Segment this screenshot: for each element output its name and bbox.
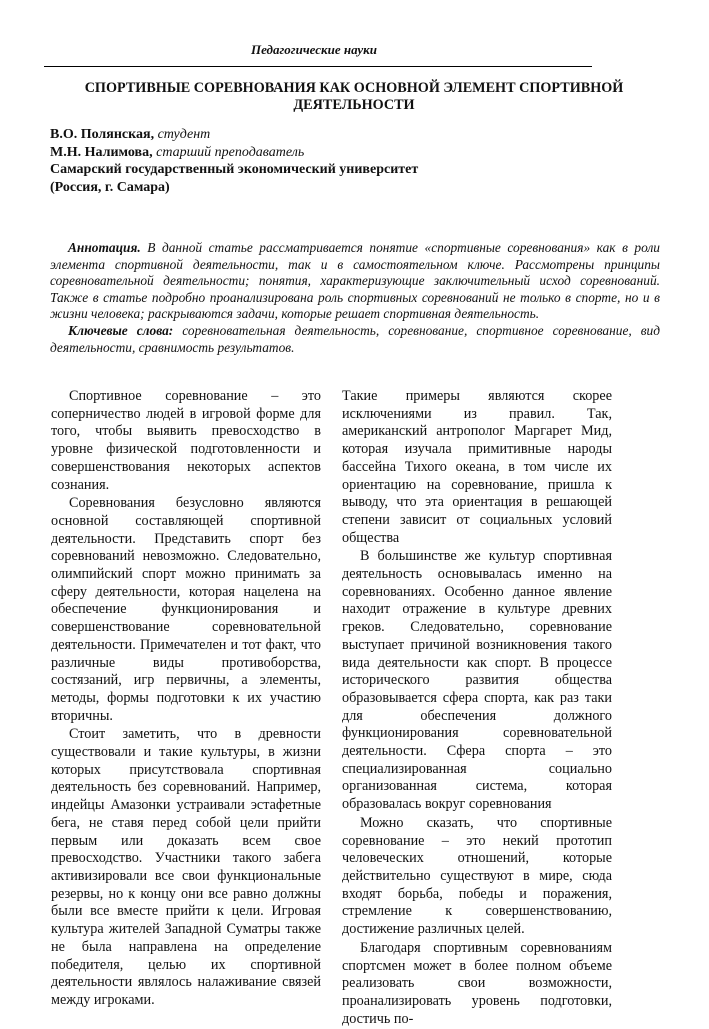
author-name: М.Н. Налимова, xyxy=(50,144,153,160)
author-1 xyxy=(50,126,610,144)
abstract xyxy=(50,240,660,323)
abstract-label: Аннотация. xyxy=(68,240,141,255)
keywords xyxy=(50,323,660,356)
paragraph: Можно сказать, что спортивные соревнование – это некий прототип человеческих отношений, которые действительно существуют в мире, сюда входят борьба, победы и поражения, стремление к совершенствованию, достижение различных целей. xyxy=(342,814,612,938)
author-role: старший преподаватель xyxy=(156,144,305,160)
abstract-text: В данной статье рассматривается понятие «спортивные соревнования» как в роли элемента спортивной деятельности, так и в самостоятельном ключе. Рассмотрены принципы соревновательной деятельности; понятия, характеризующие заключительный исход соревнований. Также в статье подробно проанализирована роль спортивных соревнований не только в спорте, но и в жизни человека; раскрываются задачи, которые решает спортивная деятельность. xyxy=(50,240,660,322)
body-column-left xyxy=(51,388,321,1011)
paragraph: Стоит заметить, что в древности существовали и такие культуры, в жизни которых присутствовала спортивная деятельность без соревнований. Например, индейцы Амазонки устраивали эстафетные бега, не ставя перед собой цели прийти первым или доказать всем свое превосходство. Участники такого забега активизировали все свои функциональные резервы, но к концу они все равно должны были все вместе прийти к цели. Игровая культура жителей Западной Суматры также не была направлена на определение победителя, целью их спортивной деятельности являлось налаживание связей между игроками. xyxy=(51,726,321,1008)
body-column-right xyxy=(342,388,612,1029)
affiliation: Самарский государственный экономический университет xyxy=(50,162,419,177)
header-divider xyxy=(44,66,592,67)
running-header-section: Педагогические науки xyxy=(250,42,377,57)
author-name: В.О. Полянская, xyxy=(50,127,155,142)
keywords-text: соревновательная деятельность, соревнование, спортивное соревнование, вид деятельности, сравнимость результатов. xyxy=(50,322,660,355)
author-role: студент xyxy=(157,127,211,142)
keywords-label: Ключевые слова: xyxy=(68,322,174,338)
author-2 xyxy=(50,144,610,162)
paragraph: В большинстве же культур спортивная деятельность основывалась именно на соревнованиях. Особенно данное явление находит отражение в культуре древних греков. Следовательно, соревнование выступает причиной возникновения такого вида деятельности как спорт. В процессе исторического развития общества образовывается сфера спорта, как раз таки для обеспечения должного функционирования соревновательной деятельности. Сфера спорта – это специализированная социально организованная система, которая образовалась вокруг соревнования xyxy=(342,548,612,813)
abstract-block xyxy=(50,240,660,356)
paragraph: Соревнования безусловно являются основной составляющей спортивной деятельности. Представить спорт без соревнований невозможно. Следовательно, олимпийский спорт можно принимать за сферу деятельности, которая нацелена на обеспечение функционирования и совершенствование соревновательной деятельности. Примечателен и тот факт, что различные виды противоборства, состязаний, игр первичны, а элементы, методы, формы подготовки к их участию вторичны. xyxy=(51,495,321,724)
paragraph: Спортивное соревнование – это соперничество людей в игровой форме для того, чтобы выявить превосходство в уровне физической подготовленности и совершенствования некоторых аспектов сознания. xyxy=(51,388,321,493)
location: (Россия, г. Самара) xyxy=(50,179,170,195)
article-title: СПОРТИВНЫЕ СОРЕВНОВАНИЯ КАК ОСНОВНОЙ ЭЛЕМЕНТ СПОРТИВНОЙ ДЕЯТЕЛЬНОСТИ xyxy=(84,80,624,113)
paragraph-continuation: Такие примеры являются скорее исключениями из правил. Так, американский антрополог Маргарет Мид, которая изучала примитивные народы бассейна Тихого океана, в том числе их ориентацию на соревнование, пришла к выводу, что эта ориентация в решающей степени зависит от социальных условий общества xyxy=(342,388,612,546)
paragraph: Благодаря спортивным соревнованиям спортсмен может в более полном объеме реализовать свои возможности, проанализировать уровень подготовки, достичь по- xyxy=(342,939,612,1027)
author-block xyxy=(50,126,610,196)
